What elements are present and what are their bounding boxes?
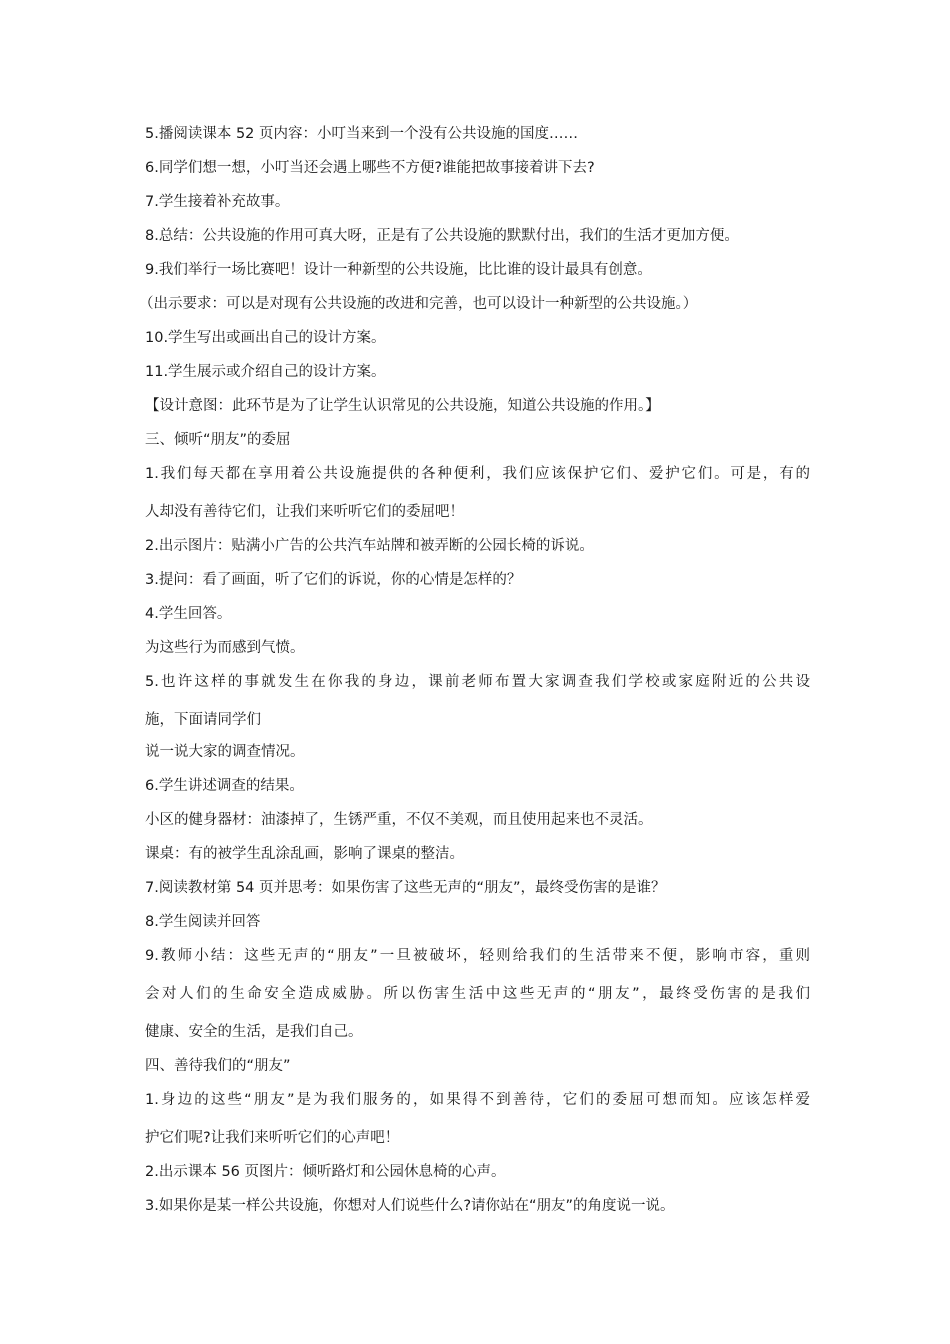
paragraph-s3-item-9-line-2: 会对人们的生命安全造成威胁。所以伤害生活中这些无声的“朋友”，最终受伤害的是我们 [145, 986, 810, 1002]
paragraph-s3-desk: 课桌：有的被学生乱涂乱画，影响了课桌的整洁。 [145, 846, 464, 862]
paragraph-s3-item-2: 2.出示图片：贴满小广告的公共汽车站牌和被弄断的公园长椅的诉说。 [145, 538, 594, 554]
paragraph-item-9: 9.我们举行一场比赛吧！设计一种新型的公共设施，比比谁的设计最具有创意。 [145, 262, 652, 278]
paragraph-item-5: 5.播阅读课本 52 页内容：小叮当来到一个没有公共设施的国度…… [145, 126, 579, 142]
paragraph-s3-fitness-equipment: 小区的健身器材：油漆掉了，生锈严重，不仅不美观，而且使用起来也不灵活。 [145, 812, 653, 828]
paragraph-s3-item-1-line-2: 人却没有善待它们，让我们来听听它们的委屈吧！ [145, 504, 464, 520]
paragraph-item-11: 11.学生展示或介绍自己的设计方案。 [145, 364, 386, 380]
paragraph-s4-item-1-line-2: 护它们呢?让我们来听听它们的心声吧！ [145, 1130, 400, 1146]
paragraph-s3-item-4: 4.学生回答。 [145, 606, 232, 622]
paragraph-summary: 8.总结：公共设施的作用可真大呀，正是有了公共设施的默默付出，我们的生活才更加方便。 [145, 228, 739, 244]
paragraph-s3-item-9-line-3: 健康、安全的生活，是我们自己。 [145, 1024, 363, 1040]
paragraph-item-7: 7.学生接着补充故事。 [145, 194, 290, 210]
paragraph-s4-item-3: 3.如果你是某一样公共设施，你想对人们说些什么?请你站在“朋友”的角度说一说。 [145, 1198, 675, 1214]
paragraph-s3-item-9-line-1: 9.教师小结：这些无声的“朋友”一旦被破坏，轻则给我们的生活带来不便，影响市容，重则 [145, 948, 810, 964]
paragraph-s3-item-5-line-2: 施，下面请同学们 [145, 712, 261, 728]
paragraph-s3-item-6: 6.学生讲述调查的结果。 [145, 778, 304, 794]
paragraph-s3-item-5-line-1: 5.也许这样的事就发生在你我的身边，课前老师布置大家调查我们学校或家庭附近的公共设 [145, 674, 810, 690]
paragraph-s4-item-1-line-1: 1.身边的这些“朋友”是为我们服务的，如果得不到善待，它们的委屈可想而知。应该怎样爱 [145, 1092, 810, 1108]
paragraph-s3-item-7: 7.阅读教材第 54 页并思考：如果伤害了这些无声的“朋友”，最终受伤害的是谁？ [145, 880, 666, 896]
paragraph-s3-item-5-line-3: 说一说大家的调查情况。 [145, 744, 305, 760]
paragraph-item-10: 10.学生写出或画出自己的设计方案。 [145, 330, 386, 346]
paragraph-s4-item-2: 2.出示课本 56 页图片：倾听路灯和公园休息椅的心声。 [145, 1164, 506, 1180]
paragraph-s3-item-1-line-1: 1.我们每天都在享用着公共设施提供的各种便利，我们应该保护它们、爱护它们。可是，有的 [145, 466, 810, 482]
section-heading-4: 四、善待我们的“朋友” [145, 1058, 291, 1074]
paragraph-item-6: 6.同学们想一想，小叮当还会遇上哪些不方便?谁能把故事接着讲下去? [145, 160, 595, 176]
paragraph-design-intent: 【设计意图：此环节是为了让学生认识常见的公共设施，知道公共设施的作用。】 [145, 398, 660, 414]
section-heading-3: 三、倾听“朋友”的委屈 [145, 432, 291, 448]
paragraph-s3-answer: 为这些行为而感到气愤。 [145, 640, 305, 656]
paragraph-s3-item-3: 3.提问：看了画面，听了它们的诉说，你的心情是怎样的？ [145, 572, 522, 588]
paragraph-s3-item-8: 8.学生阅读并回答 [145, 914, 261, 930]
paragraph-requirement-note: （出示要求：可以是对现有公共设施的改进和完善，也可以设计一种新型的公共设施。） [139, 296, 698, 312]
